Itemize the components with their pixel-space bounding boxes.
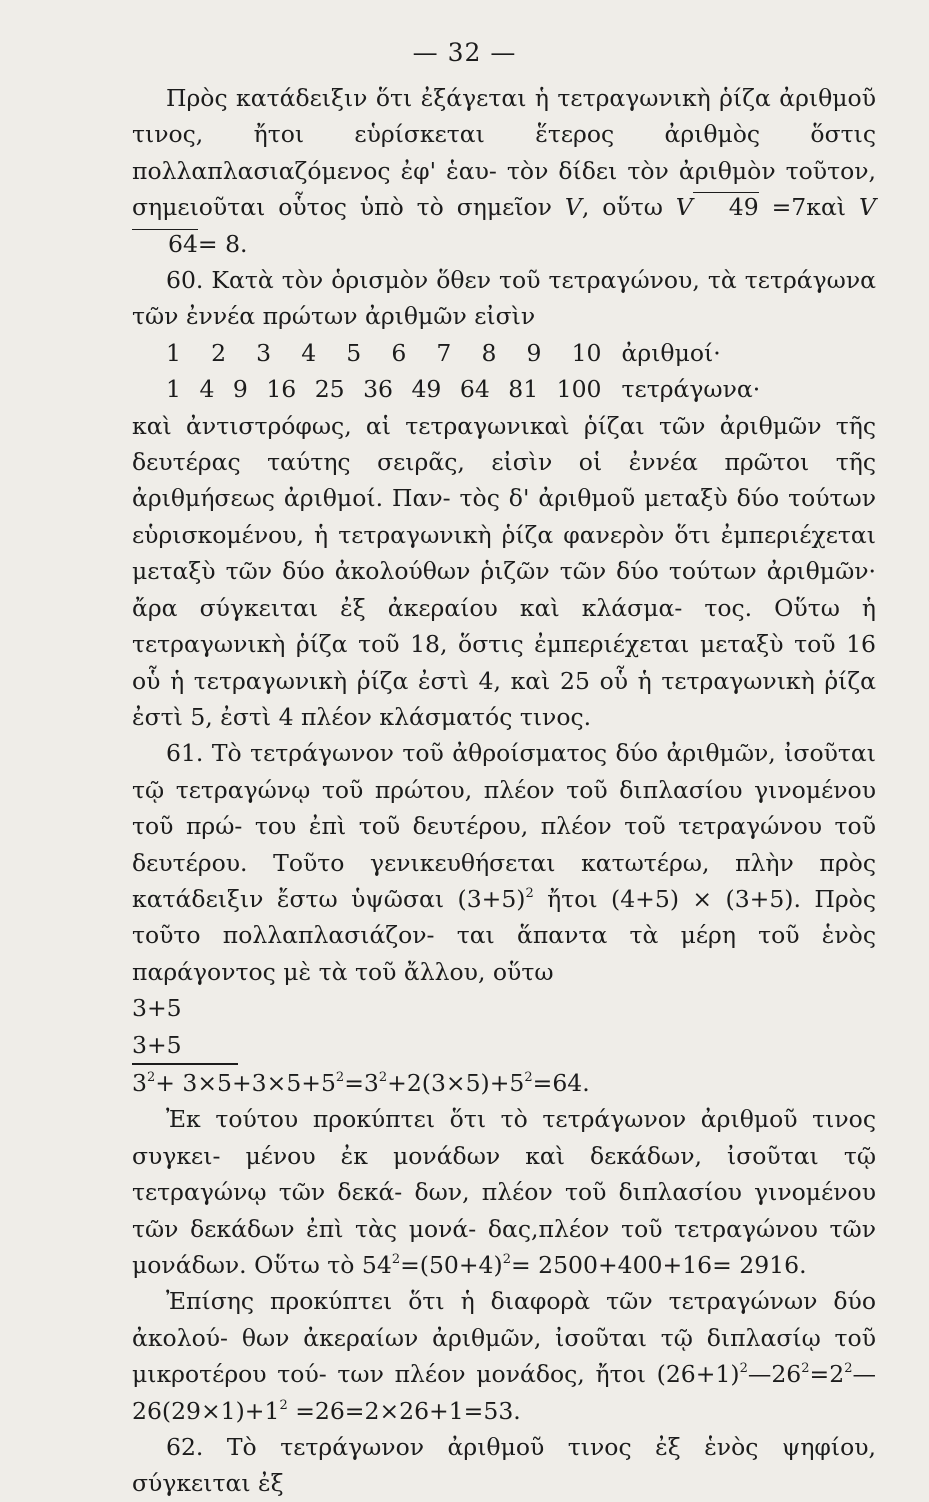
paragraph-tens-units: Ἐκ τούτου προκύπτει ὅτι τὸ τετράγωνον ἀριθμοῦ τινος συγκει- μένου ἐκ μονάδων καὶ δεκάδων, ἰσοῦται τῷ τετραγώνῳ τῶν δεκά- δων, πλέον τοῦ διπλασίου γινομένου τῶν δεκάδων ἐπὶ τὰς μονά- δας,πλέον τοῦ τετραγώνου τῶν μονάδων. Οὕτω τὸ $54^2=(50+4)^2= 2500+400+16= 2916$. <box>132 1105 876 1279</box>
number-4: 4 <box>301 338 317 367</box>
paragraph-62: 62. Τὸ τετράγωνον ἀριθμοῦ τινος ἐξ ἑνὸς ψηφίου, σύγκειται ἐξ <box>132 1433 876 1498</box>
paragraph-60-continued: καὶ ἀντιστρόφως, αἱ τετραγωνικαὶ ῥίζαι τῶν ἀριθμῶν τῆς δευτέρας ταύτης σειρᾶς, εἰσὶν οἱ ἐννέα πρῶτοι τῆς ἀριθμήσεως ἀριθμοί. Παν- τὸς δ' ἀριθμοῦ μεταξὺ δύο τούτων εὑρισκομένου, ἡ τετραγωνικὴ ῥίζα φανερὸν ὅτι ἐμπεριέχεται μεταξὺ τῶν δύο ἀκολούθων ῥιζῶν τῶν δύο τούτων ἀριθμῶν· ἄρα σύγκειται ἐξ ἀκεραίου καὶ κλάσμα- τος. Οὕτω ἡ τετραγωνικὴ ῥίζα τοῦ 18, ὅστις ἐμπεριέχεται μεταξὺ τοῦ 16 οὗ ἡ τετραγωνικὴ ῥίζα ἐστὶ 4, καὶ 25 οὗ ἡ τετραγωνικὴ ῥίζα ἐστὶ 5, ἐστὶ 4 πλέον κλάσματός τινος. <box>132 411 876 731</box>
number-5: 5 <box>346 338 362 367</box>
square-8: 64 <box>459 375 490 404</box>
paragraph-difference: Ἐπίσης προκύπτει ὅτι ἡ διαφορὰ τῶν τετραγώνων δύο ἀκολού- θων ἀκεραίων ἀριθμῶν, ἰσοῦται τῷ διπλασίῳ τοῦ μικροτέρου τού- των πλέον μονάδος, ἤτοι $(26+1)^2—26^2=2^2—26(29\times 1)+1^2 =26=2\times 26+1=53$. <box>132 1287 876 1425</box>
square-4: 16 <box>266 375 297 404</box>
sqrt-64: 64 <box>132 229 198 258</box>
radical-icon: V <box>675 193 693 222</box>
square-1: 1 <box>166 375 181 404</box>
number-7: 7 <box>436 338 452 367</box>
number-1: 1 <box>166 338 181 367</box>
number-9: 9 <box>526 338 542 367</box>
page-number: — 32 — <box>412 38 517 67</box>
page-body <box>132 80 876 1502</box>
number-8: 8 <box>481 338 497 367</box>
factor-line-2: 3+5 <box>132 1027 876 1065</box>
square-6: 36 <box>363 375 393 404</box>
number-3: 3 <box>256 338 272 367</box>
paragraph-61: 61. Τὸ τετράγωνον τοῦ ἀθροίσματος δύο ἀριθμῶν, ἰσοῦται τῷ τετραγώνῳ τοῦ πρώτου, πλέον τοῦ διπλασίου γινομένου τοῦ πρώ- του ἐπὶ τοῦ δευτέρου, πλέον τοῦ τετραγώνου τοῦ δευτέρου. Τοῦτο γενικευθήσεται κατωτέρω, πλὴν πρὸς κατάδειξιν ἔστω ὑψῶσαι $(3+5)^2$ ἤτοι (4+5) × (3+5). Πρὸς τοῦτο πολλαπλασιάζον- ται ἅπαντα τὰ μέρη τοῦ ἑνὸς παράγοντος μὲ τὰ τοῦ ἄλλου, οὕτω <box>132 739 876 986</box>
number-2: 2 <box>211 338 227 367</box>
sqrt-49: 49 <box>693 192 759 221</box>
factor-line-1: 3+5 <box>132 994 182 1023</box>
radical-icon: V <box>858 193 876 222</box>
number-6: 6 <box>391 338 407 367</box>
square-10: 100 <box>556 375 602 404</box>
square-5: 25 <box>314 375 345 404</box>
radical-sign: V <box>564 193 582 222</box>
square-9: 81 <box>508 375 539 404</box>
paragraph-60: 60. Κατὰ τὸν ὁρισμὸν ὅθεν τοῦ τετραγώνου, τὰ τετράγωνα τῶν ἐννέα πρώτων ἀριθμῶν εἰσὶν <box>132 266 876 331</box>
numbers-label: ἀριθμοί· <box>621 338 721 367</box>
squares-label: τετράγωνα· <box>621 375 761 404</box>
squares-row <box>132 371 876 407</box>
expansion-equation: $3^2+ 3\times 5+3\times 5+5^2=3^2+2(3\times 5)+5^2=64$. <box>132 1068 590 1097</box>
square-3: 9 <box>232 375 248 404</box>
square-7: 49 <box>411 375 442 404</box>
numbers-row <box>132 335 876 371</box>
paragraph-square-root-intro: Πρὸς κατάδειξιν ὅτι ἐξάγεται ἡ τετραγωνικὴ ῥίζα ἀριθμοῦ τινος, ἤτοι εὑρίσκεται ἕτερος ἀριθμὸς ὅστις πολλαπλασιαζόμενος ἐφ' ἑαυ- τὸν δίδει τὸν ἀριθμὸν τοῦτον, σημειοῦται οὗτος ὑπὸ τὸ σημεῖον V, οὕτω V 49 =7καὶ V64= 8. <box>132 84 876 258</box>
number-10: 10 <box>571 338 602 367</box>
square-2: 4 <box>199 375 215 404</box>
